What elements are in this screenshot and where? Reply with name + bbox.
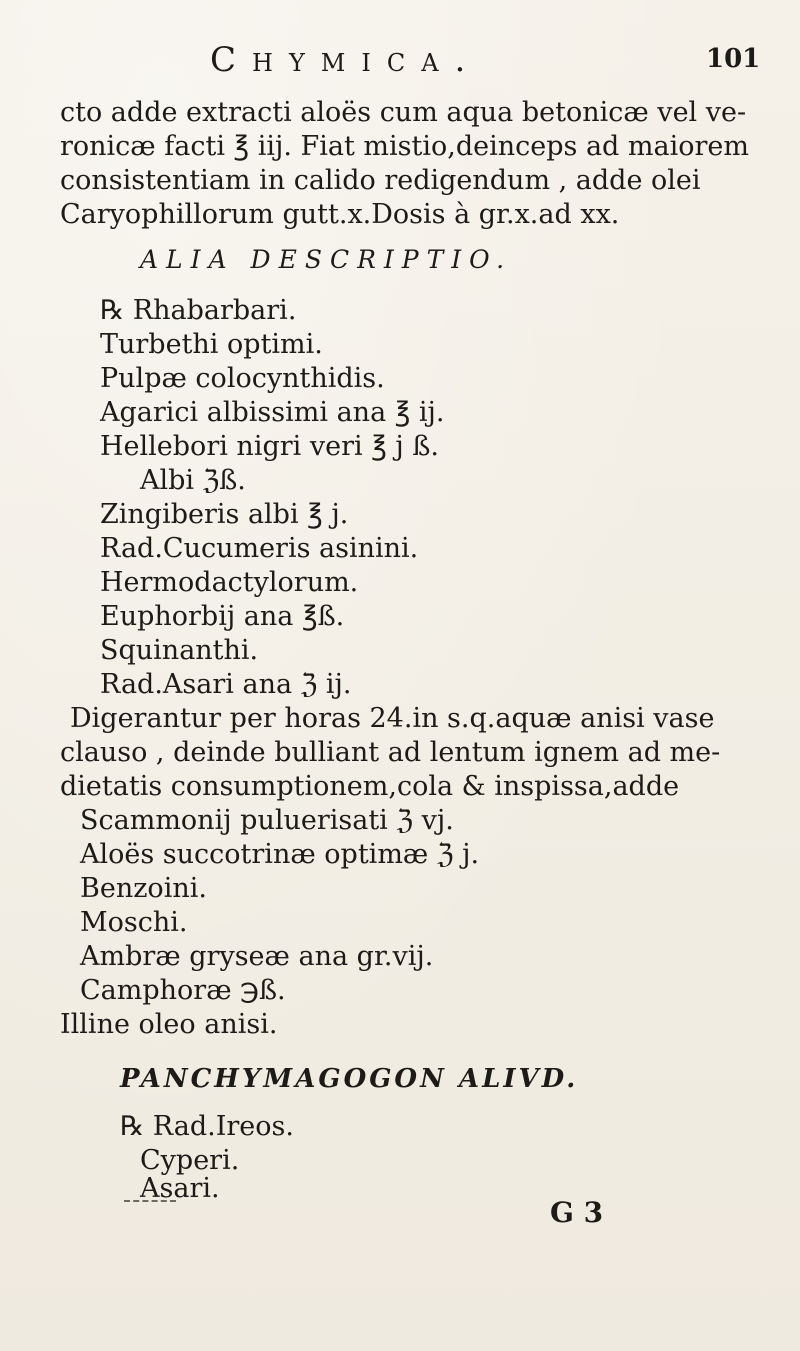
text-line: clauso , deinde bulliant ad lentum ignem ad me- <box>60 737 721 768</box>
signature-mark: G 3 <box>550 1196 604 1229</box>
page-number: 101 <box>706 44 761 74</box>
recipe-line: Benzoini. <box>80 873 207 904</box>
section-heading: PANCHYMAGOGON ALIVD. <box>120 1064 579 1094</box>
recipe-line: Turbethi optimi. <box>100 329 323 360</box>
text-line: cto adde extracti aloës cum aqua betonicæ vel ve- <box>60 97 747 128</box>
recipe-line: Euphorbij ana ℥ß. <box>100 601 345 632</box>
recipe-line: Moschi. <box>80 907 188 938</box>
recipe-line: Camphoræ ℈ß. <box>80 975 286 1006</box>
running-title: Chymica. <box>210 40 482 80</box>
recipe-line: Squinanthi. <box>100 635 259 666</box>
recipe-line: Albi ℨß. <box>140 465 246 496</box>
text-line: ronicæ facti ℥ iij. Fiat mistio,deinceps ad maiorem <box>60 131 750 162</box>
text-line: Caryophillorum gutt.x.Dosis à gr.x.ad xx. <box>60 199 620 230</box>
recipe-line: Hellebori nigri veri ℥ j ß. <box>100 431 439 462</box>
recipe-line: Rad.Cucumeris asinini. <box>100 533 419 564</box>
recipe-line: Agarici albissimi ana ℥ ij. <box>100 397 445 428</box>
recipe-line: Scammonij puluerisati ℨ vj. <box>80 805 454 836</box>
recipe-line: Asari. <box>140 1173 220 1204</box>
recipe-line: Ambræ gryseæ ana gr.vij. <box>80 941 434 972</box>
recipe-line: Aloës succotrinæ optimæ ℨ j. <box>80 839 480 870</box>
section-heading: ALIA DESCRIPTIO. <box>140 245 513 274</box>
catch-rule <box>124 1200 176 1202</box>
recipe-line: ℞ Rad.Ireos. <box>120 1111 294 1142</box>
recipe-line: Zingiberis albi ℥ j. <box>100 499 349 530</box>
text-line: Digerantur per horas 24.in s.q.aquæ anisi vase <box>70 703 715 734</box>
recipe-line: Pulpæ colocynthidis. <box>100 363 385 394</box>
text-line: Illine oleo anisi. <box>60 1009 278 1040</box>
running-head <box>0 40 800 84</box>
text-line: consistentiam in calido redigendum , adde olei <box>60 165 701 196</box>
recipe-line: Cyperi. <box>140 1145 240 1176</box>
recipe-line: ℞ Rhabarbari. <box>100 295 297 326</box>
recipe-line: Hermodactylorum. <box>100 567 359 598</box>
recipe-line: Rad.Asari ana ℨ ij. <box>100 669 352 700</box>
text-line: dietatis consumptionem,cola & inspissa,adde <box>60 771 680 802</box>
